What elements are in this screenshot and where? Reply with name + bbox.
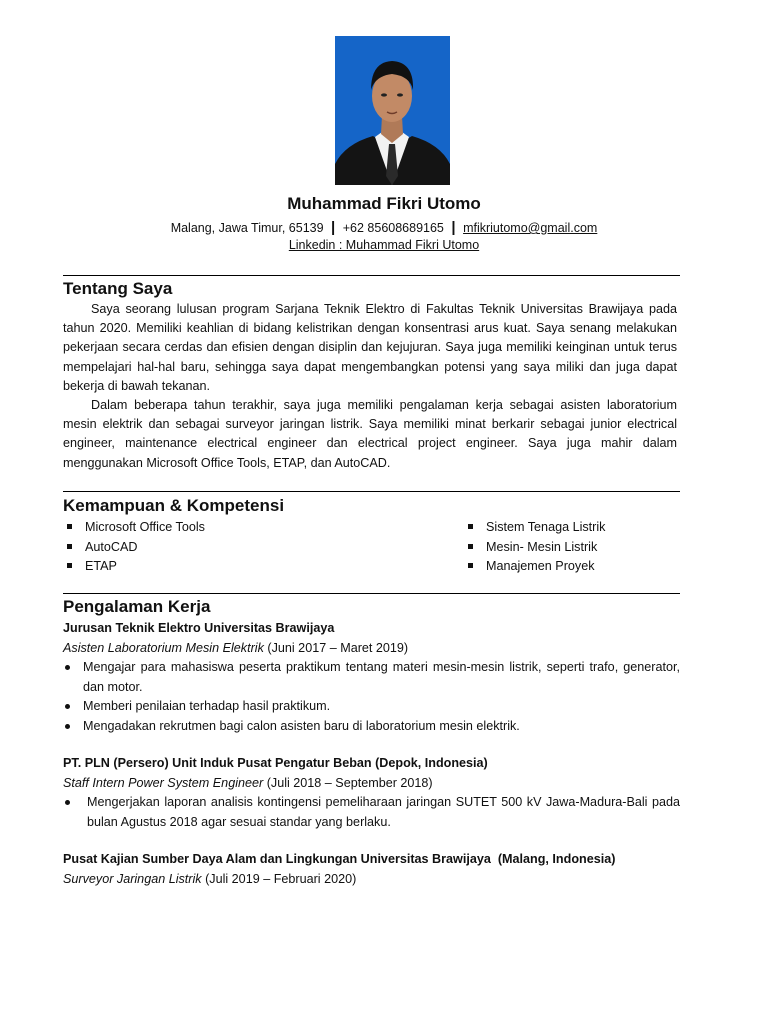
job-organization: PT. PLN (Persero) Unit Induk Pusat Pengatur Beban (Depok, Indonesia) <box>63 756 488 770</box>
duty-text: Memberi penilaian terhadap hasil praktikum. <box>83 699 331 713</box>
job-role: Staff Intern Power System Engineer <box>63 775 264 790</box>
job-role-line <box>63 639 680 659</box>
job-period: (Juli 2019 – Februari 2020) <box>205 871 357 886</box>
job-role: Surveyor Jaringan Listrik <box>63 871 202 886</box>
profile-photo <box>335 36 450 185</box>
duty-text: Mengadakan rekrutmen bagi calon asisten baru di laboratorium mesin elektrik. <box>83 718 520 733</box>
about-paragraph-1 <box>63 300 677 396</box>
skill-label: Microsoft Office Tools <box>85 520 205 534</box>
job-entry-3 <box>63 850 680 889</box>
skills-column-right <box>468 518 605 577</box>
duty-text: Mengerjakan laporan analisis kontingensi pemeliharaan jaringan SUTET 500 kV Jawa-Madura-Bali pada bulan Agustus 2018 agar sesuai standar yang berlaku. <box>87 795 680 829</box>
job-entry-2 <box>63 754 680 832</box>
candidate-name: Muhammad Fikri Utomo <box>287 194 481 213</box>
section-title-experience: Pengalaman Kerja <box>63 597 211 616</box>
skill-item <box>67 557 205 577</box>
square-bullet-icon <box>67 563 72 568</box>
skill-item <box>468 538 605 558</box>
square-bullet-icon <box>67 524 72 529</box>
job-duties <box>63 658 680 736</box>
skill-label: AutoCAD <box>85 539 138 554</box>
square-bullet-icon <box>67 544 72 549</box>
skills-column-left <box>67 518 205 577</box>
square-bullet-icon <box>468 563 473 568</box>
job-period: (Juni 2017 – Maret 2019) <box>267 640 409 655</box>
job-role-line <box>63 774 680 794</box>
job-organization: Jurusan Teknik Elektro Universitas Brawijaya <box>63 621 335 635</box>
separator: | <box>451 219 456 236</box>
skill-label: ETAP <box>85 559 117 573</box>
section-divider <box>63 491 680 492</box>
job-role: Asisten Laboratorium Mesin Elektrik <box>63 640 264 655</box>
section-divider <box>63 593 680 594</box>
section-divider <box>63 275 680 276</box>
job-period: (Juli 2018 – September 2018) <box>266 775 433 790</box>
list-item <box>63 658 680 697</box>
skill-label: Sistem Tenaga Listrik <box>486 520 606 534</box>
email-link[interactable]: mfikriutomo@gmail.com <box>463 221 598 235</box>
skill-item <box>468 518 605 538</box>
bullet-icon <box>65 800 70 805</box>
job-role-line <box>63 870 680 890</box>
phone-text: +62 85608689165 <box>342 221 444 235</box>
duty-text: Mengajar para mahasiswa peserta praktikum tentang materi mesin-mesin listrik, seperti trafo, generator, dan motor. <box>83 660 680 694</box>
contact-line <box>0 219 768 236</box>
job-entry-1 <box>63 619 680 736</box>
list-item <box>63 697 680 717</box>
bullet-icon <box>65 724 70 729</box>
square-bullet-icon <box>468 524 473 529</box>
skill-item <box>67 518 205 538</box>
location-text: Malang, Jawa Timur, 65139 <box>170 221 324 235</box>
skill-item <box>67 538 205 558</box>
skill-item <box>468 557 605 577</box>
job-duties <box>63 793 680 832</box>
list-item <box>63 717 680 737</box>
job-organization: Pusat Kajian Sumber Daya Alam dan Lingkungan Universitas Brawijaya (Malang, Indonesia) <box>63 852 616 866</box>
skill-label: Mesin- Mesin Listrik <box>486 539 598 554</box>
about-paragraph-2 <box>63 396 677 473</box>
section-title-about: Tentang Saya <box>63 279 173 298</box>
bullet-icon <box>65 665 70 670</box>
bullet-icon <box>65 704 70 709</box>
section-title-skills: Kemampuan & Kompetensi <box>63 496 285 515</box>
linkedin-link[interactable]: Linkedin : Muhammad Fikri Utomo <box>288 238 480 252</box>
skill-label: Manajemen Proyek <box>486 559 595 573</box>
square-bullet-icon <box>468 544 473 549</box>
about-paragraph-2-text: Dalam beberapa tahun terakhir, saya juga memiliki pengalaman kerja sebagai asisten laboratorium mesin elektrik dan sebagai surveyor jaringan listrik. Saya memiliki minat berkarir sebagai junior electrical engineer, maintenance electrical engineer dan electrical project engineer. Saya juga mahir dalam menggunakan Microsoft Office Tools, ETAP, dan AutoCAD. <box>63 398 677 470</box>
separator: | <box>331 219 336 236</box>
about-paragraph-1-text: Saya seorang lulusan program Sarjana Teknik Elektro di Fakultas Teknik Universitas Brawijaya pada tahun 2020. Memiliki keahlian di bidang kelistrikan dengan konsentrasi arus kuat. Saya senang melakukan pekerjaan secara cerdas dan efisien dengan disiplin dan kejujuran. Saya juga memiliki keinginan untuk terus mempelajari hal-hal baru, sehingga saya dapat mengembangkan potensi yang saya miliki dan juga dapat bekerja di bawah tekanan. <box>63 302 677 393</box>
list-item <box>63 793 680 832</box>
